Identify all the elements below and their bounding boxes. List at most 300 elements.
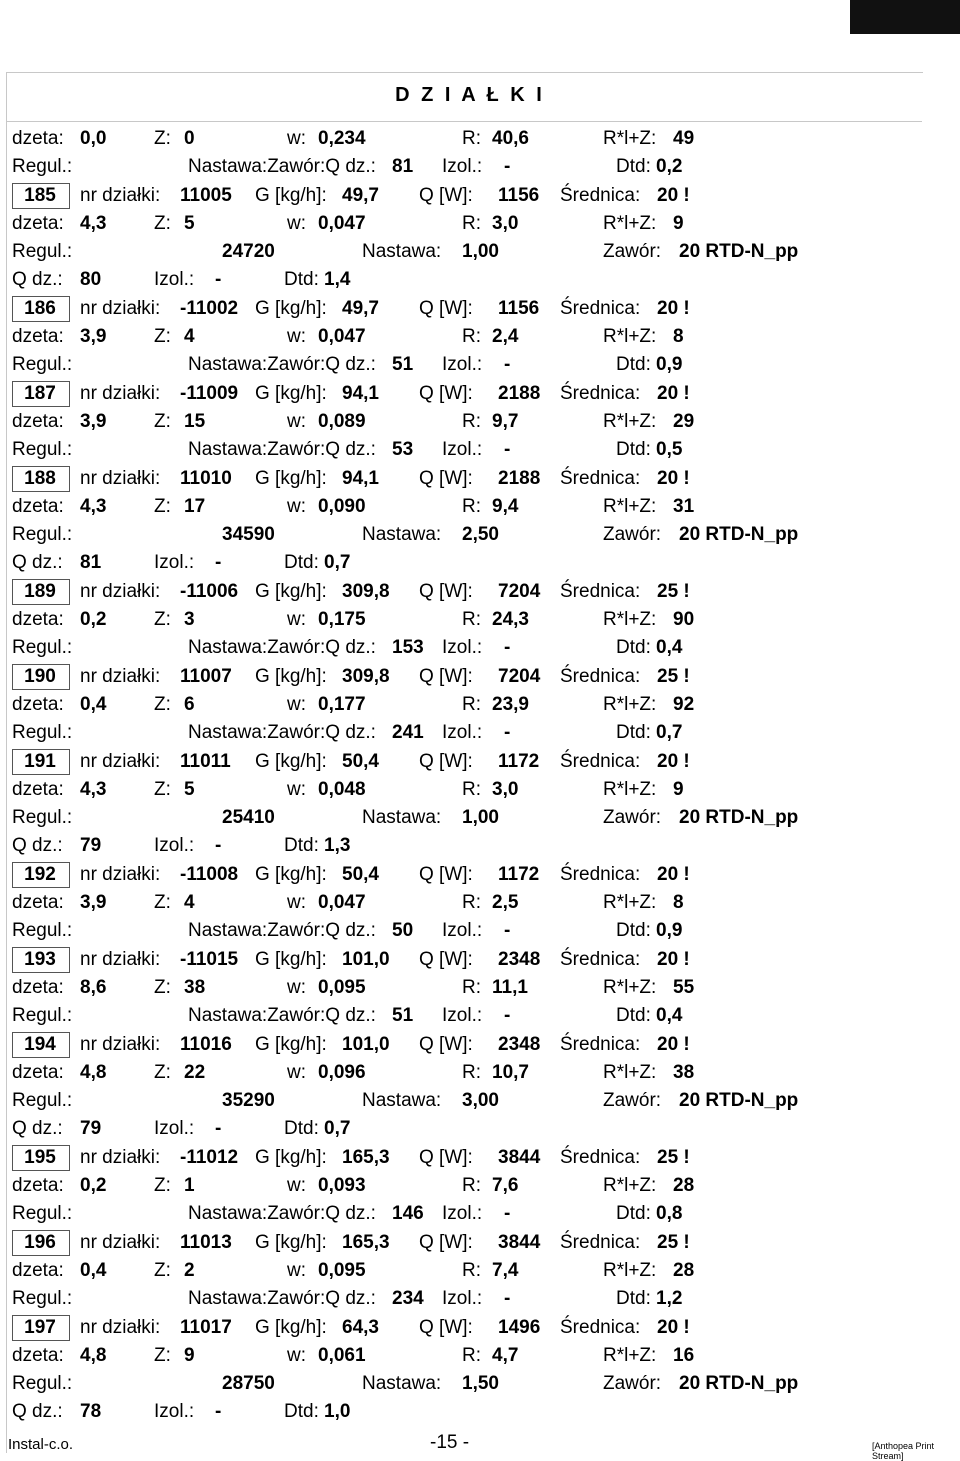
dzeta-label: dzeta: bbox=[12, 1345, 64, 1366]
z-value: 5 bbox=[184, 213, 195, 234]
nastawa-label: Nastawa: bbox=[362, 524, 442, 545]
rlz-value: 9 bbox=[673, 779, 684, 800]
rlz-label: R*l+Z: bbox=[603, 779, 657, 800]
dzeta-value: 3,9 bbox=[80, 892, 107, 913]
zawor-label: Zawór: bbox=[603, 1090, 662, 1111]
z-value: 22 bbox=[184, 1062, 206, 1083]
izol-label: Izol.: bbox=[442, 920, 483, 941]
qdz-value: 81 bbox=[80, 552, 102, 573]
q-label: Q [W]: bbox=[419, 949, 473, 970]
srednica-label: Średnica: bbox=[560, 751, 641, 772]
rlz-label: R*l+Z: bbox=[603, 1175, 657, 1196]
nr-dzialki-label: nr działki: bbox=[80, 666, 161, 687]
srednica-label: Średnica: bbox=[560, 1317, 641, 1338]
regul-row bbox=[12, 436, 912, 464]
srednica-value: 20 ! bbox=[657, 751, 690, 772]
dzeta-label: dzeta: bbox=[12, 609, 64, 630]
g-label: G [kg/h]: bbox=[255, 864, 327, 885]
qdz-label: Q dz.: bbox=[12, 835, 63, 856]
section-number: 188 bbox=[24, 468, 56, 489]
qdz-value: 51 bbox=[392, 1005, 414, 1026]
izol-value: - bbox=[504, 1288, 511, 1309]
dtd-label: Dtd: bbox=[616, 1005, 651, 1026]
regul-label: Regul.: bbox=[12, 1090, 73, 1111]
nr-dzialki-label: nr działki: bbox=[80, 949, 161, 970]
dzeta-label: dzeta: bbox=[12, 694, 64, 715]
section-number: 185 bbox=[24, 185, 56, 206]
qdz-value: 153 bbox=[392, 637, 424, 658]
section-header-row bbox=[12, 465, 912, 493]
dtd-value: 0,7 bbox=[324, 1118, 351, 1139]
rlz-value: 28 bbox=[673, 1260, 695, 1281]
regul-label: Regul.: bbox=[12, 354, 73, 375]
nastawa-zawor-qdz-label: Nastawa:Zawór:Q dz.: bbox=[188, 354, 376, 375]
zawor-value: 20 RTD-N_pp bbox=[679, 807, 799, 828]
footer-company: Instal-c.o. bbox=[8, 1436, 74, 1453]
qdz-value: 78 bbox=[80, 1401, 102, 1422]
nr-dzialki-label: nr działki: bbox=[80, 864, 161, 885]
section-header-row bbox=[12, 946, 912, 974]
nastawa-zawor-qdz-label: Nastawa:Zawór:Q dz.: bbox=[188, 439, 376, 460]
section-number: 186 bbox=[24, 298, 56, 319]
r-label: R: bbox=[462, 1260, 481, 1281]
w-label: w: bbox=[287, 496, 306, 517]
r-label: R: bbox=[462, 496, 481, 517]
srednica-label: Średnica: bbox=[560, 1034, 641, 1055]
dzeta-row bbox=[12, 1172, 912, 1200]
r-label: R: bbox=[462, 1345, 481, 1366]
izol-value: - bbox=[215, 835, 222, 856]
g-label: G [kg/h]: bbox=[255, 1317, 327, 1338]
r-value: 10,7 bbox=[492, 1062, 529, 1083]
dzeta-value: 0,2 bbox=[80, 1175, 107, 1196]
rlz-label: R*l+Z: bbox=[603, 326, 657, 347]
dzeta-row bbox=[12, 323, 912, 351]
regul-row bbox=[12, 521, 912, 549]
izol-label: Izol.: bbox=[442, 1005, 483, 1026]
r-label: R: bbox=[462, 977, 481, 998]
section-header-row bbox=[12, 578, 912, 606]
w-value: 0,047 bbox=[318, 892, 366, 913]
dtd-label: Dtd: bbox=[616, 920, 651, 941]
dtd-label: Dtd: bbox=[284, 552, 319, 573]
qdz-row bbox=[12, 549, 912, 577]
izol-label: Izol.: bbox=[154, 1401, 195, 1422]
dtd-label: Dtd: bbox=[284, 1118, 319, 1139]
nastawa-zawor-qdz-label: Nastawa:Zawór:Q dz.: bbox=[188, 1288, 376, 1309]
zawor-value: 20 RTD-N_pp bbox=[679, 241, 799, 262]
r-label: R: bbox=[462, 1062, 481, 1083]
w-value: 0,095 bbox=[318, 977, 366, 998]
dtd-value: 0,2 bbox=[656, 156, 683, 177]
w-value: 0,048 bbox=[318, 779, 366, 800]
dzeta-value: 4,8 bbox=[80, 1345, 107, 1366]
nastawa-value: 1,00 bbox=[462, 807, 499, 828]
g-label: G [kg/h]: bbox=[255, 666, 327, 687]
z-value: 38 bbox=[184, 977, 206, 998]
dzeta-value: 4,3 bbox=[80, 779, 107, 800]
nr-dzialki-value: -11015 bbox=[180, 949, 239, 970]
w-label: w: bbox=[287, 892, 306, 913]
regul-label: Regul.: bbox=[12, 439, 73, 460]
dzeta-row bbox=[12, 1257, 912, 1285]
nastawa-label: Nastawa: bbox=[362, 1373, 442, 1394]
section-header-row bbox=[12, 1144, 912, 1172]
qdz-value: 234 bbox=[392, 1288, 424, 1309]
q-label: Q [W]: bbox=[419, 1317, 473, 1338]
dzeta-value: 4,3 bbox=[80, 496, 107, 517]
r-value: 3,0 bbox=[492, 213, 519, 234]
q-value: 1156 bbox=[498, 298, 540, 319]
rlz-value: 49 bbox=[673, 128, 695, 149]
srednica-value: 20 ! bbox=[657, 1317, 690, 1338]
regul-row bbox=[12, 804, 912, 832]
w-label: w: bbox=[287, 1175, 306, 1196]
nr-dzialki-label: nr działki: bbox=[80, 1232, 161, 1253]
qdz-row bbox=[12, 1115, 912, 1143]
dzeta-row bbox=[12, 1342, 912, 1370]
zawor-value: 20 RTD-N_pp bbox=[679, 524, 799, 545]
srednica-value: 20 ! bbox=[657, 468, 690, 489]
srednica-value: 20 ! bbox=[657, 1034, 690, 1055]
rlz-value: 9 bbox=[673, 213, 684, 234]
nr-dzialki-value: -11008 bbox=[180, 864, 239, 885]
qdz-value: 79 bbox=[80, 1118, 102, 1139]
q-value: 1496 bbox=[498, 1317, 541, 1338]
r-label: R: bbox=[462, 779, 481, 800]
regul-value: 35290 bbox=[222, 1090, 275, 1111]
dtd-value: 0,9 bbox=[656, 920, 683, 941]
corner-block bbox=[850, 0, 960, 34]
w-label: w: bbox=[287, 977, 306, 998]
r-value: 3,0 bbox=[492, 779, 519, 800]
qdz-value: 241 bbox=[392, 722, 424, 743]
dtd-label: Dtd: bbox=[616, 439, 651, 460]
izol-value: - bbox=[504, 920, 511, 941]
regul-value: 34590 bbox=[222, 524, 275, 545]
dzeta-label: dzeta: bbox=[12, 213, 64, 234]
q-value: 1172 bbox=[498, 751, 540, 772]
dzeta-label: dzeta: bbox=[12, 1260, 64, 1281]
section-header-row bbox=[12, 748, 912, 776]
nastawa-zawor-qdz-label: Nastawa:Zawór:Q dz.: bbox=[188, 1203, 376, 1224]
izol-value: - bbox=[215, 1401, 222, 1422]
dzeta-label: dzeta: bbox=[12, 977, 64, 998]
dzeta-value: 4,8 bbox=[80, 1062, 107, 1083]
r-label: R: bbox=[462, 1175, 481, 1196]
regul-row bbox=[12, 238, 912, 266]
r-label: R: bbox=[462, 892, 481, 913]
z-value: 15 bbox=[184, 411, 206, 432]
q-value: 3844 bbox=[498, 1232, 541, 1253]
page-number: -15 - bbox=[430, 1432, 470, 1453]
r-value: 7,6 bbox=[492, 1175, 519, 1196]
srednica-label: Średnica: bbox=[560, 666, 641, 687]
r-label: R: bbox=[462, 326, 481, 347]
izol-label: Izol.: bbox=[154, 552, 195, 573]
nastawa-zawor-qdz-label: Nastawa:Zawór:Q dz.: bbox=[188, 920, 376, 941]
w-label: w: bbox=[287, 1345, 306, 1366]
g-label: G [kg/h]: bbox=[255, 185, 327, 206]
z-value: 3 bbox=[184, 609, 195, 630]
srednica-value: 20 ! bbox=[657, 864, 690, 885]
w-label: w: bbox=[287, 609, 306, 630]
q-value: 1172 bbox=[498, 864, 540, 885]
first-dzeta-row bbox=[12, 125, 912, 153]
rlz-label: R*l+Z: bbox=[603, 977, 657, 998]
w-value: 0,047 bbox=[318, 326, 366, 347]
g-label: G [kg/h]: bbox=[255, 1147, 327, 1168]
izol-value: - bbox=[504, 722, 511, 743]
rlz-value: 55 bbox=[673, 977, 695, 998]
g-value: 101,0 bbox=[342, 949, 390, 970]
r-label: R: bbox=[462, 694, 481, 715]
regul-row bbox=[12, 1087, 912, 1115]
regul-label: Regul.: bbox=[12, 524, 73, 545]
dtd-value: 1,2 bbox=[656, 1288, 683, 1309]
g-label: G [kg/h]: bbox=[255, 298, 327, 319]
srednica-label: Średnica: bbox=[560, 468, 641, 489]
dtd-value: 0,4 bbox=[656, 1005, 683, 1026]
nr-dzialki-value: -11009 bbox=[180, 383, 239, 404]
dtd-label: Dtd: bbox=[616, 1288, 651, 1309]
rlz-value: 90 bbox=[673, 609, 695, 630]
dzeta-row bbox=[12, 889, 912, 917]
rlz-label: R*l+Z: bbox=[603, 496, 657, 517]
g-value: 94,1 bbox=[342, 468, 379, 489]
izol-value: - bbox=[504, 1005, 511, 1026]
regul-label: Regul.: bbox=[12, 241, 73, 262]
regul-row bbox=[12, 1370, 912, 1398]
dtd-value: 0,5 bbox=[656, 439, 683, 460]
r-label: R: bbox=[462, 128, 481, 149]
nr-dzialki-value: 11013 bbox=[180, 1232, 232, 1253]
qdz-row bbox=[12, 832, 912, 860]
izol-label: Izol.: bbox=[154, 835, 195, 856]
dtd-label: Dtd: bbox=[616, 637, 651, 658]
dzeta-value: 4,3 bbox=[80, 213, 107, 234]
nr-dzialki-label: nr działki: bbox=[80, 751, 161, 772]
q-value: 1156 bbox=[498, 185, 540, 206]
r-value: 40,6 bbox=[492, 128, 529, 149]
dzeta-label: dzeta: bbox=[12, 779, 64, 800]
r-value: 11,1 bbox=[492, 977, 528, 998]
r-value: 9,4 bbox=[492, 496, 519, 517]
section-number: 190 bbox=[24, 666, 56, 687]
section-number: 196 bbox=[24, 1232, 56, 1253]
g-value: 50,4 bbox=[342, 864, 379, 885]
regul-value: 25410 bbox=[222, 807, 275, 828]
z-value: 5 bbox=[184, 779, 195, 800]
q-value: 7204 bbox=[498, 581, 541, 602]
izol-label: Izol.: bbox=[442, 354, 483, 375]
r-value: 24,3 bbox=[492, 609, 529, 630]
dzeta-row bbox=[12, 493, 912, 521]
section-number: 192 bbox=[24, 864, 56, 885]
qdz-value: 51 bbox=[392, 354, 414, 375]
q-label: Q [W]: bbox=[419, 1147, 473, 1168]
q-value: 2188 bbox=[498, 468, 541, 489]
dzeta-value: 8,6 bbox=[80, 977, 107, 998]
z-label: Z: bbox=[154, 1345, 171, 1366]
qdz-value: 146 bbox=[392, 1203, 424, 1224]
srednica-label: Średnica: bbox=[560, 581, 641, 602]
nastawa-value: 1,00 bbox=[462, 241, 499, 262]
regul-value: 24720 bbox=[222, 241, 275, 262]
nastawa-zawor-qdz-label: Nastawa:Zawór:Q dz.: bbox=[188, 722, 376, 743]
dtd-value: 0,7 bbox=[324, 552, 351, 573]
regul-row bbox=[12, 1200, 912, 1228]
dzeta-value: 0,4 bbox=[80, 694, 107, 715]
z-label: Z: bbox=[154, 1175, 171, 1196]
q-value: 2188 bbox=[498, 383, 541, 404]
rlz-value: 38 bbox=[673, 1062, 695, 1083]
rlz-label: R*l+Z: bbox=[603, 892, 657, 913]
nr-dzialki-label: nr działki: bbox=[80, 298, 161, 319]
w-label: w: bbox=[287, 411, 306, 432]
section-header-row bbox=[12, 182, 912, 210]
z-label: Z: bbox=[154, 128, 171, 149]
section-number: 189 bbox=[24, 581, 56, 602]
g-label: G [kg/h]: bbox=[255, 383, 327, 404]
nr-dzialki-value: -11002 bbox=[180, 298, 239, 319]
qdz-value: 79 bbox=[80, 835, 102, 856]
srednica-label: Średnica: bbox=[560, 383, 641, 404]
regul-label: Regul.: bbox=[12, 637, 73, 658]
section-number: 195 bbox=[24, 1147, 56, 1168]
dtd-value: 1,3 bbox=[324, 835, 351, 856]
w-label: w: bbox=[287, 779, 306, 800]
rlz-value: 92 bbox=[673, 694, 695, 715]
dzeta-row bbox=[12, 606, 912, 634]
q-label: Q [W]: bbox=[419, 581, 473, 602]
regul-value: 28750 bbox=[222, 1373, 275, 1394]
g-value: 50,4 bbox=[342, 751, 379, 772]
izol-value: - bbox=[504, 439, 511, 460]
z-label: Z: bbox=[154, 977, 171, 998]
z-label: Z: bbox=[154, 609, 171, 630]
regul-label: Regul.: bbox=[12, 1005, 73, 1026]
izol-label: Izol.: bbox=[442, 156, 483, 177]
nastawa-label: Nastawa: bbox=[362, 241, 442, 262]
dtd-label: Dtd: bbox=[616, 354, 651, 375]
g-value: 165,3 bbox=[342, 1232, 390, 1253]
srednica-value: 20 ! bbox=[657, 185, 690, 206]
dtd-label: Dtd: bbox=[616, 722, 651, 743]
zawor-label: Zawór: bbox=[603, 524, 662, 545]
w-value: 0,234 bbox=[318, 128, 366, 149]
izol-value: - bbox=[504, 156, 511, 177]
w-value: 0,096 bbox=[318, 1062, 366, 1083]
r-label: R: bbox=[462, 609, 481, 630]
r-value: 4,7 bbox=[492, 1345, 519, 1366]
footer-print-stream: [Anthopea Print Stream] bbox=[872, 1441, 935, 1461]
w-label: w: bbox=[287, 128, 306, 149]
section-header-row bbox=[12, 1031, 912, 1059]
dzeta-label: dzeta: bbox=[12, 128, 64, 149]
zawor-label: Zawór: bbox=[603, 807, 662, 828]
g-value: 94,1 bbox=[342, 383, 379, 404]
section-header-row bbox=[12, 1314, 912, 1342]
dtd-value: 1,4 bbox=[324, 269, 351, 290]
q-value: 3844 bbox=[498, 1147, 541, 1168]
section-number: 191 bbox=[24, 751, 56, 772]
w-value: 0,089 bbox=[318, 411, 366, 432]
q-value: 2348 bbox=[498, 1034, 541, 1055]
nr-dzialki-label: nr działki: bbox=[80, 1317, 161, 1338]
srednica-value: 25 ! bbox=[657, 581, 690, 602]
regul-row bbox=[12, 1002, 912, 1030]
izol-label: Izol.: bbox=[442, 637, 483, 658]
nr-dzialki-value: 11010 bbox=[180, 468, 232, 489]
srednica-label: Średnica: bbox=[560, 1232, 641, 1253]
rlz-value: 29 bbox=[673, 411, 695, 432]
w-value: 0,177 bbox=[318, 694, 366, 715]
w-value: 0,093 bbox=[318, 1175, 366, 1196]
dtd-label: Dtd: bbox=[616, 156, 651, 177]
zawor-label: Zawór: bbox=[603, 1373, 662, 1394]
section-number: 193 bbox=[24, 949, 56, 970]
rlz-label: R*l+Z: bbox=[603, 213, 657, 234]
dzeta-label: dzeta: bbox=[12, 411, 64, 432]
dzeta-value: 3,9 bbox=[80, 326, 107, 347]
nr-dzialki-label: nr działki: bbox=[80, 581, 161, 602]
izol-label: Izol.: bbox=[442, 722, 483, 743]
z-value: 9 bbox=[184, 1345, 195, 1366]
nr-dzialki-value: -11012 bbox=[180, 1147, 239, 1168]
z-label: Z: bbox=[154, 496, 171, 517]
g-value: 309,8 bbox=[342, 581, 390, 602]
nr-dzialki-label: nr działki: bbox=[80, 185, 161, 206]
g-label: G [kg/h]: bbox=[255, 1034, 327, 1055]
srednica-value: 25 ! bbox=[657, 666, 690, 687]
qdz-value: 50 bbox=[392, 920, 414, 941]
srednica-value: 20 ! bbox=[657, 383, 690, 404]
nr-dzialki-label: nr działki: bbox=[80, 1034, 161, 1055]
nr-dzialki-value: -11006 bbox=[180, 581, 239, 602]
izol-value: - bbox=[215, 552, 222, 573]
nr-dzialki-label: nr działki: bbox=[80, 1147, 161, 1168]
regul-row bbox=[12, 351, 912, 379]
dzeta-label: dzeta: bbox=[12, 496, 64, 517]
dtd-value: 0,7 bbox=[656, 722, 683, 743]
w-label: w: bbox=[287, 1062, 306, 1083]
qdz-value: 80 bbox=[80, 269, 102, 290]
g-label: G [kg/h]: bbox=[255, 1232, 327, 1253]
srednica-label: Średnica: bbox=[560, 1147, 641, 1168]
regul-label: Regul.: bbox=[12, 1288, 73, 1309]
regul-label: Regul.: bbox=[12, 1203, 73, 1224]
w-label: w: bbox=[287, 326, 306, 347]
w-value: 0,095 bbox=[318, 1260, 366, 1281]
section-header-row bbox=[12, 663, 912, 691]
g-value: 165,3 bbox=[342, 1147, 390, 1168]
dtd-label: Dtd: bbox=[284, 269, 319, 290]
rlz-label: R*l+Z: bbox=[603, 1260, 657, 1281]
nr-dzialki-value: 11005 bbox=[180, 185, 232, 206]
srednica-value: 25 ! bbox=[657, 1147, 690, 1168]
w-label: w: bbox=[287, 1260, 306, 1281]
q-value: 2348 bbox=[498, 949, 541, 970]
nastawa-value: 3,00 bbox=[462, 1090, 499, 1111]
srednica-value: 20 ! bbox=[657, 949, 690, 970]
nastawa-zawor-qdz-label: Nastawa:Zawór:Q dz.: bbox=[188, 637, 376, 658]
g-label: G [kg/h]: bbox=[255, 949, 327, 970]
z-value: 17 bbox=[184, 496, 206, 517]
section-number: 197 bbox=[24, 1317, 56, 1338]
izol-label: Izol.: bbox=[442, 1288, 483, 1309]
r-value: 23,9 bbox=[492, 694, 529, 715]
